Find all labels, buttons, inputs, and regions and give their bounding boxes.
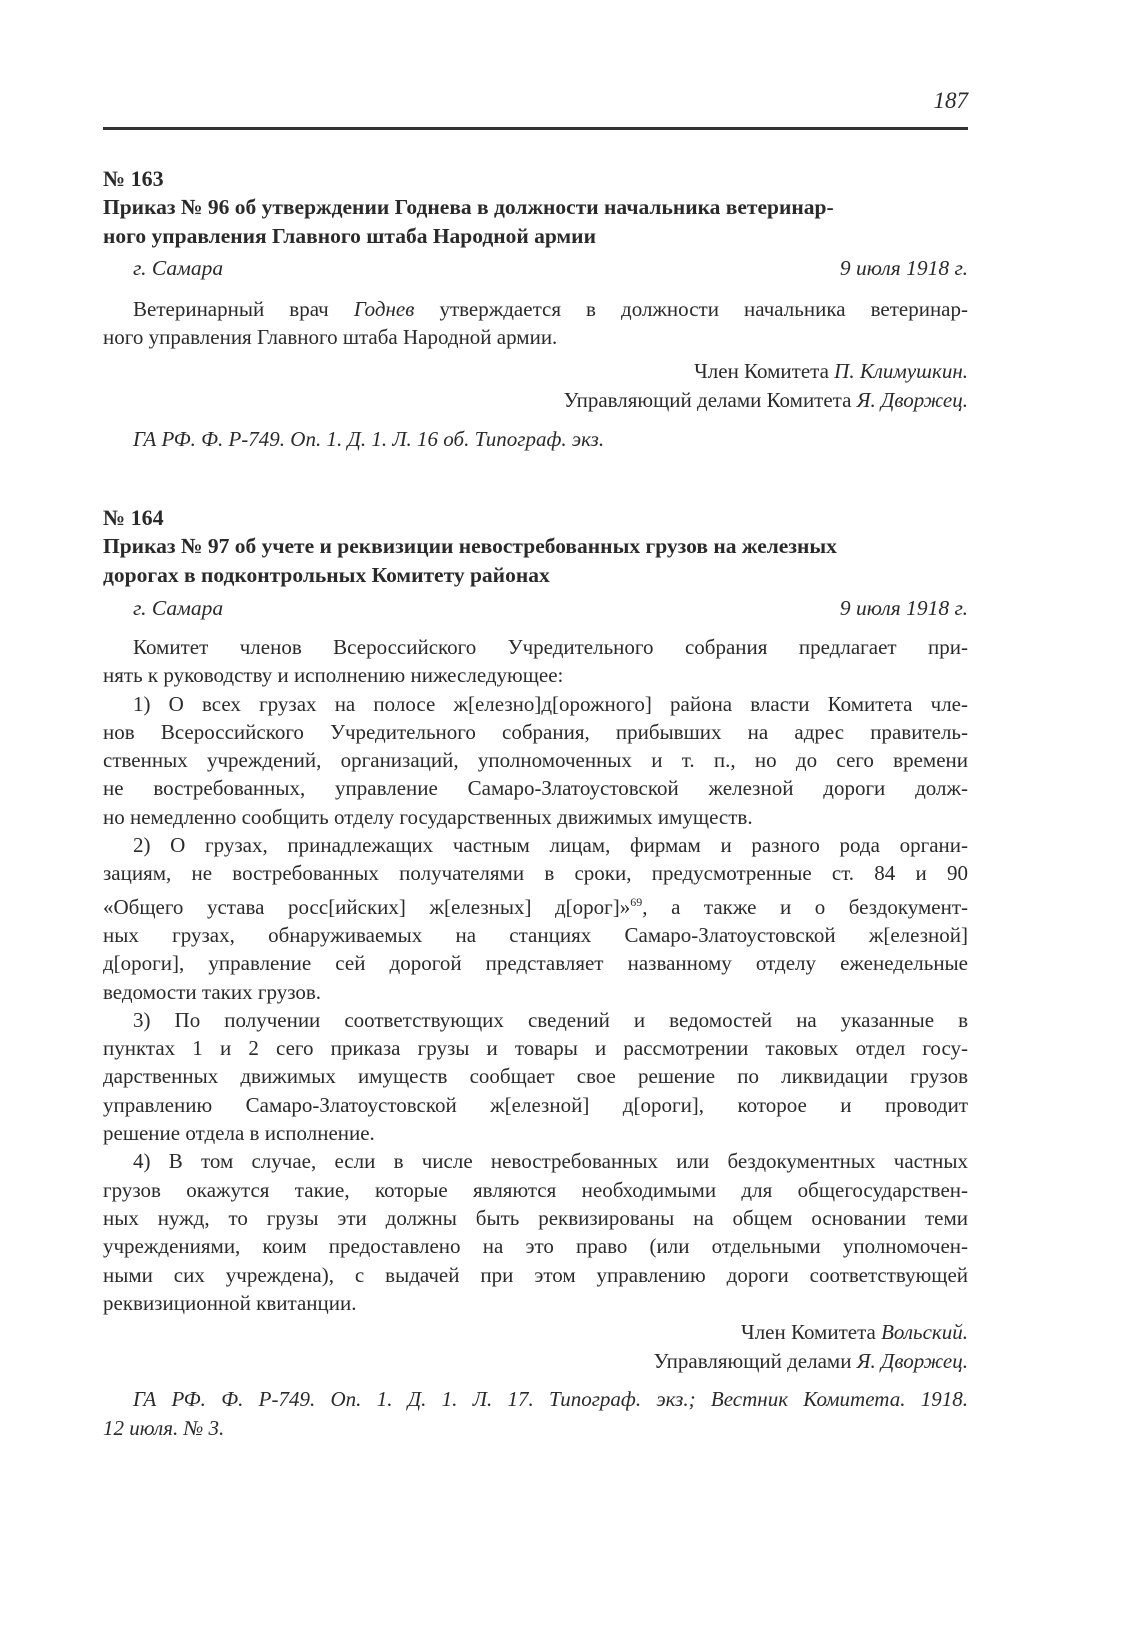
text-run: пунктах 1 и 2 сего приказа грузы и товары и рассмотрении таковых отдел госу- xyxy=(103,1036,968,1061)
title-line: Приказ № 96 об утверждении Годнева в должности начальника ветеринар- xyxy=(103,195,834,219)
body-line xyxy=(103,1006,968,1034)
place-date xyxy=(103,254,968,283)
document-164 xyxy=(103,503,968,1443)
text-run: Ветеринарный врач xyxy=(133,297,354,321)
footnote-ref[interactable]: 69 xyxy=(630,894,643,909)
text-run: ного управления Главного штаба Народной армии. xyxy=(103,325,558,350)
body-line xyxy=(103,690,968,718)
text-run: реквизиционной квитанции. xyxy=(103,1290,357,1315)
document-title xyxy=(103,532,968,590)
body-line xyxy=(103,1119,968,1147)
date: 9 июля 1918 г. xyxy=(839,596,968,620)
body-line xyxy=(103,1091,968,1119)
text-run: ных нужд, то грузы эти должны быть реквизированы на общем основании теми xyxy=(103,1205,968,1230)
text-run: зациям, не востребованных получателями в сроки, предусмотренные ст. 84 и 90 xyxy=(103,861,968,886)
archive-source xyxy=(103,425,968,454)
signature-line xyxy=(103,386,968,415)
place: г. Самара xyxy=(133,256,224,280)
text-run: д[ороги], управление сей дорогой представляет названному отделу еженедельные xyxy=(103,951,968,976)
place: г. Самара xyxy=(133,596,224,620)
italic-name: Вольский. xyxy=(881,1320,968,1345)
signature-line xyxy=(103,1347,968,1376)
body-line xyxy=(103,1232,968,1260)
text-run: решение отдела в исполнение. xyxy=(103,1121,375,1146)
document-body xyxy=(103,633,968,1317)
title-line: дорогах в подконтрольных Комитету районах xyxy=(103,563,550,587)
text-run: , а также и о бездокумент- xyxy=(642,894,968,919)
text-run: «Общего устава росс[ийских] ж[елезных] д[орог]» xyxy=(103,894,631,919)
italic-name: Я. Дворжец. xyxy=(856,1349,968,1374)
body-line xyxy=(103,859,968,887)
text-run: 4) В том случае, если в числе невостребованных или бездокументных частных xyxy=(133,1149,968,1174)
body-line xyxy=(103,718,968,746)
italic-name: Годнев xyxy=(353,297,415,321)
body-line xyxy=(103,803,968,831)
body-line xyxy=(103,323,968,351)
signature-line xyxy=(103,1318,968,1347)
document-number: № 163 xyxy=(103,166,164,191)
body-line xyxy=(103,295,968,323)
text-run: нять к руководству и исполнению нижеследующее: xyxy=(103,663,564,688)
text-run: 1) О всех грузах на полосе ж[елезно]д[орожного] района власти Комитета чле- xyxy=(133,691,968,716)
source-line: 12 июля. № 3. xyxy=(103,1416,225,1441)
text-run: учреждениями, коим предоставлено на это право (или отдельными уполномочен- xyxy=(103,1234,968,1259)
text-run: нов Всероссийского Учредительного собрания, прибывших на адрес правитель- xyxy=(103,719,968,744)
body-line xyxy=(103,978,968,1006)
text-run: Управляющий делами Комитета xyxy=(563,387,857,412)
document-body xyxy=(103,295,968,352)
header-rule xyxy=(103,127,968,130)
body-line xyxy=(103,831,968,859)
signatures xyxy=(103,1318,968,1376)
body-line xyxy=(103,1034,968,1062)
text-run: управлению Самаро-Златоустовской ж[елезной] д[ороги], которое и проводит xyxy=(103,1092,968,1117)
body-line xyxy=(103,949,968,977)
body-line xyxy=(103,633,968,661)
body-line xyxy=(103,1204,968,1232)
body-line xyxy=(103,774,968,802)
source-line: ГА РФ. Ф. Р-749. Оп. 1. Д. 1. Л. 16 об. Типограф. экз. xyxy=(133,426,605,451)
signature-line xyxy=(103,357,968,386)
title-line: Приказ № 97 об учете и реквизиции невостребованных грузов на железных xyxy=(103,534,837,558)
text-run: Управляющий делами xyxy=(653,1349,857,1374)
body-line xyxy=(103,1176,968,1204)
italic-name: Я. Дворжец. xyxy=(856,387,968,412)
body-line xyxy=(103,661,968,689)
archive-source xyxy=(103,1385,968,1443)
italic-name: П. Климушкин. xyxy=(834,358,968,383)
body-line xyxy=(103,746,968,774)
body-line xyxy=(103,1261,968,1289)
title-line: ного управления Главного штаба Народной армии xyxy=(103,224,596,248)
text-run: 2) О грузах, принадлежащих частным лицам, фирмам и разного рода органи- xyxy=(133,833,968,858)
place-date xyxy=(103,594,968,623)
document-163 xyxy=(103,164,968,454)
document-number: № 164 xyxy=(103,505,164,530)
text-run: ных грузах, обнаруживаемых на станциях Самаро-Златоустовской ж[елезной] xyxy=(103,922,968,947)
signatures xyxy=(103,357,968,415)
text-run: ными сих учреждена), с выдачей при этом управлению дороги соответствующей xyxy=(103,1262,968,1287)
document-title xyxy=(103,193,968,251)
text-run: Комитет членов Всероссийского Учредительного собрания предлагает при- xyxy=(133,635,968,659)
date: 9 июля 1918 г. xyxy=(839,256,968,280)
text-run: дарственных движимых имуществ сообщает свое решение по ликвидации грузов xyxy=(103,1064,968,1089)
text-run: Член Комитета xyxy=(741,1320,882,1345)
text-run: ведомости таких грузов. xyxy=(103,979,322,1004)
page-number: 187 xyxy=(933,88,968,113)
text-run: не востребованных, управление Самаро-Златоустовской железной дороги долж- xyxy=(103,776,968,801)
text-run: Член Комитета xyxy=(694,358,835,383)
body-line xyxy=(103,1289,968,1317)
source-line: ГА РФ. Ф. Р-749. Оп. 1. Д. 1. Л. 17. Типограф. экз.; Вестник Комитета. 1918. xyxy=(133,1387,968,1412)
text-run: грузов окажутся такие, которые являются необходимыми для общегосударствен- xyxy=(103,1177,968,1202)
text-run: ственных учреждений, организаций, уполномоченных и т. п., но до сего времени xyxy=(103,748,968,773)
text-run: утверждается в должности начальника ветеринар- xyxy=(414,297,968,321)
text-run: но немедленно сообщить отделу государственных движимых имуществ. xyxy=(103,804,753,829)
body-line xyxy=(103,921,968,949)
body-line xyxy=(103,1147,968,1175)
body-line xyxy=(103,888,968,921)
body-line xyxy=(103,1062,968,1090)
text-run: 3) По получении соответствующих сведений и ведомостей на указанные в xyxy=(133,1007,968,1032)
